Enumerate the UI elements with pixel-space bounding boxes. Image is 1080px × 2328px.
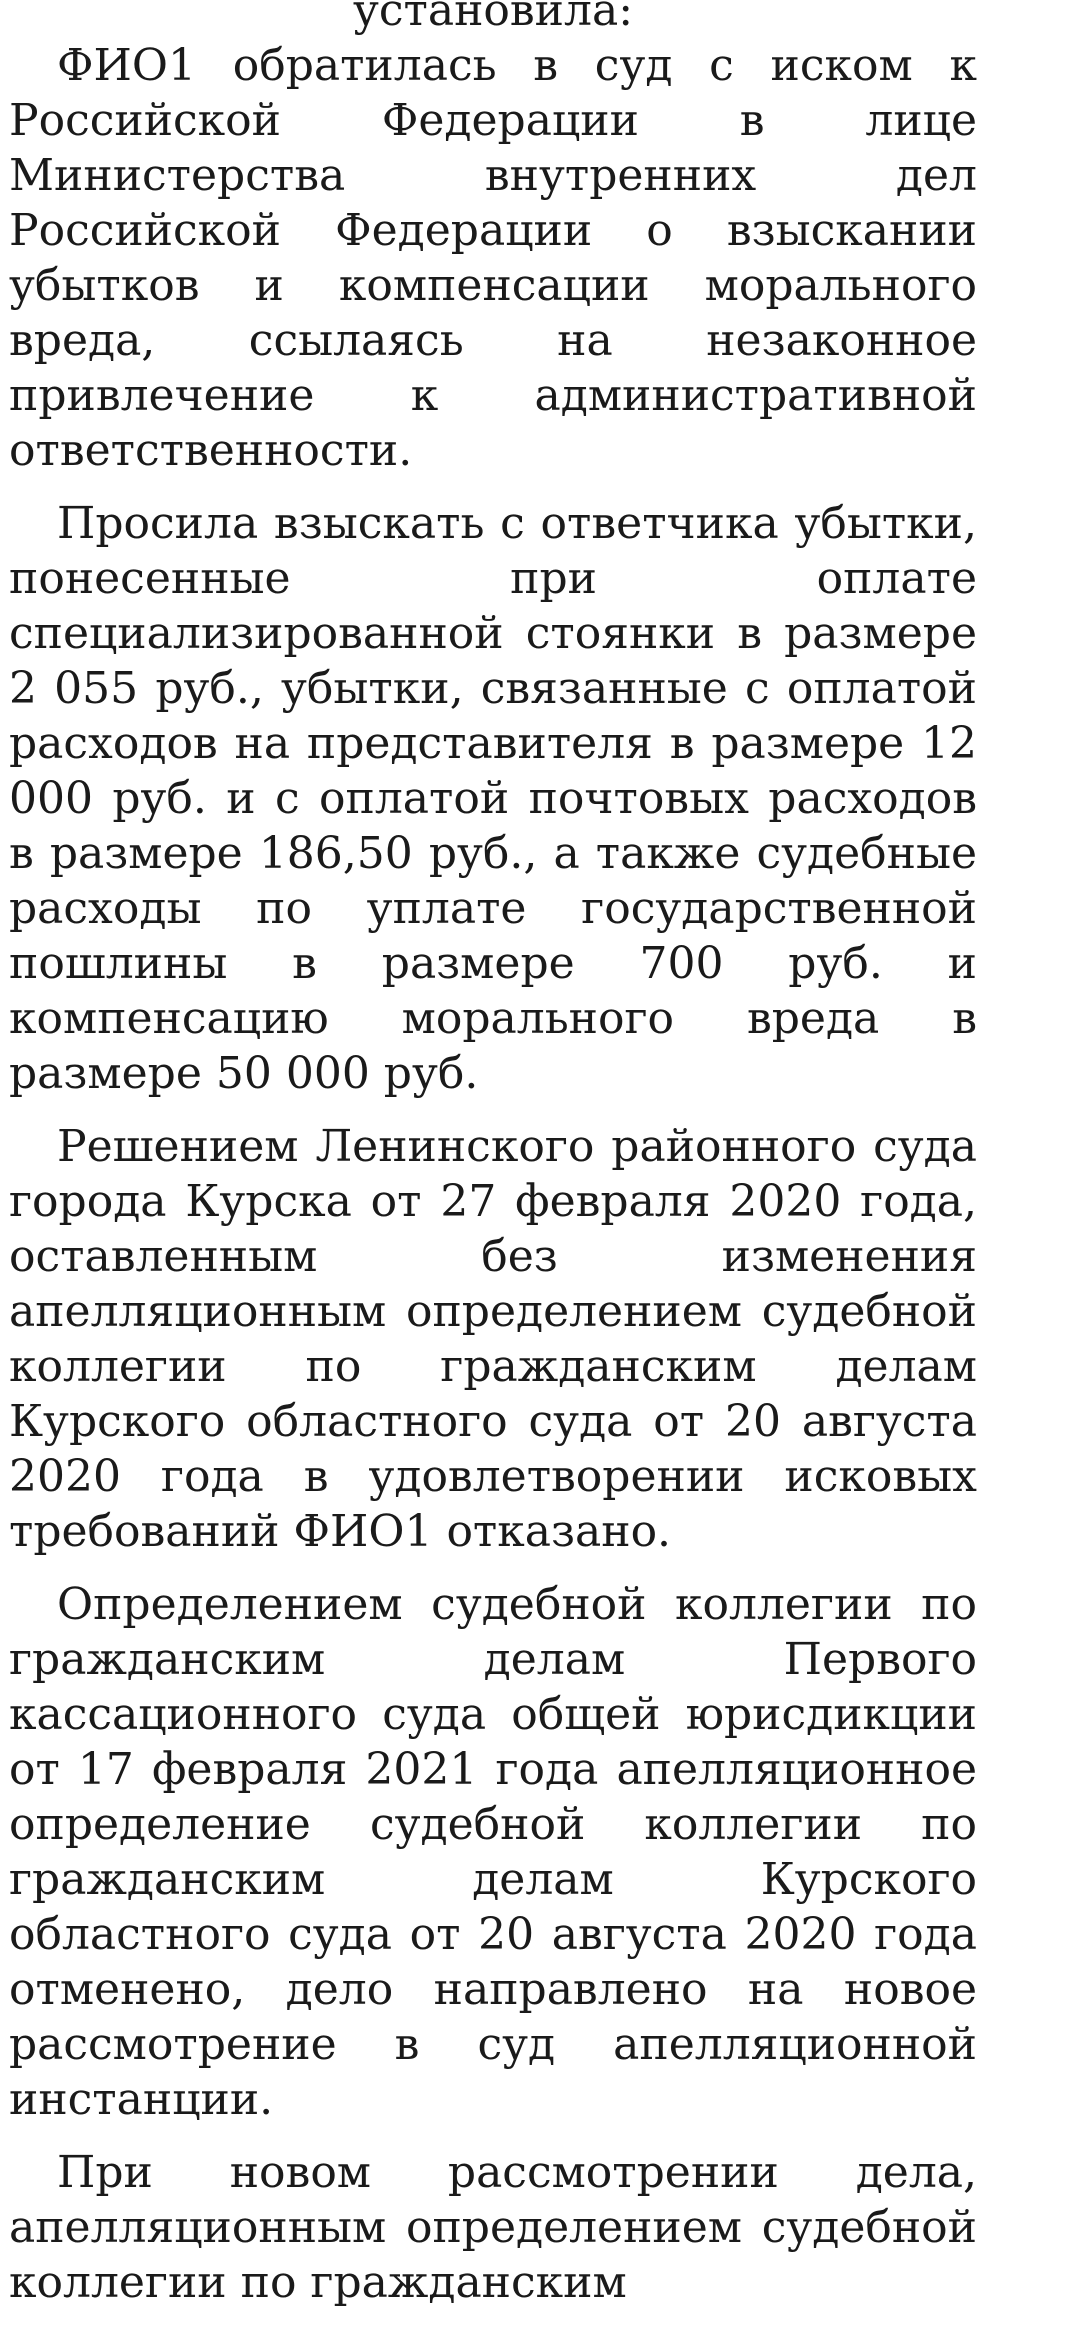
paragraph-new-review: При новом рассмотрении дела, апелляционным определением судебной коллегии по гражданским <box>9 2147 977 2308</box>
paragraph-cassation-ruling: Определением судебной коллегии по гражданским делам Первого кассационного суда общей юрисдикции от 17 февраля 2021 года апелляционное определение судебной коллегии по гражданским делам Курского областного суда от 20 августа 2020 года отменено, дело направлено на новое рассмотрение в суд апелляционной инстанции. <box>9 1579 977 2125</box>
section-heading: установила: <box>352 0 634 36</box>
paragraph-claim: ФИО1 обратилась в суд с иском к Российской Федерации в лице Министерства внутренних дел Российской Федерации о взыскании убытков и компенсации морального вреда, ссылаясь на незаконное привлечение к административной ответственности. <box>9 40 977 476</box>
paragraph-district-court-decision: Решением Ленинского районного суда города Курска от 27 февраля 2020 года, оставленным без изменения апелляционным определением судебной коллегии по гражданским делам Курского областного суда от 20 августа 2020 года в удовлетворении исковых требований ФИО1 отказано. <box>9 1121 977 1557</box>
paragraph-damages: Просила взыскать с ответчика убытки, понесенные при оплате специализированной стоянки в размере 2 055 руб., убытки, связанные с оплатой расходов на представителя в размере 12 000 руб. и с оплатой почтовых расходов в размере 186,50 руб., а также судебные расходы по уплате государственной пошлины в размере 700 руб. и компенсацию морального вреда в размере 50 000 руб. <box>9 498 977 1099</box>
document-text <box>9 0 977 2310</box>
